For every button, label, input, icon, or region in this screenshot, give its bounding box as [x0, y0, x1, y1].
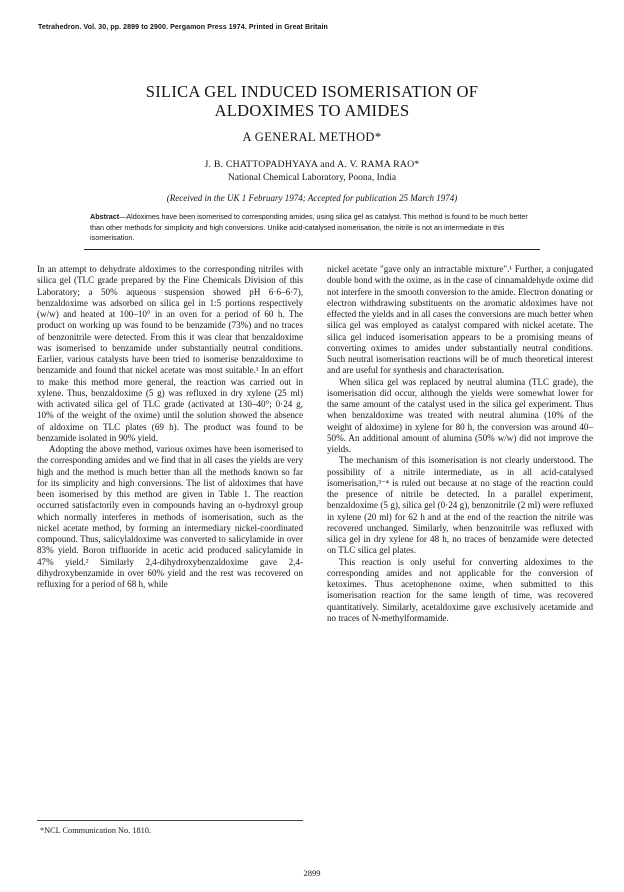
- footnote-divider: [37, 820, 303, 821]
- footnote: *NCL Communication No. 1810.: [40, 826, 152, 835]
- title-line-2: ALDOXIMES TO AMIDES: [214, 101, 410, 120]
- page-number: 2899: [303, 868, 321, 878]
- author-line: J. B. CHATTOPADHYAYA and A. V. RAMA RAO*: [204, 159, 420, 170]
- right-column: [327, 264, 593, 624]
- body-paragraph: When silica gel was replaced by neutral alumina (TLC grade), the isomerisation did occur, although the yields were somewhat lower for the same amount of the catalyst used in the silica gel experiment. Thus when benzaldoxime was treated with neutral alumina (10% of the weight of aldoxime) in xylene for 80 h, the conversion was around 40–50%. An additional amount of alumina (50% w/w) did not improve the yields.: [327, 376, 593, 454]
- abstract: [90, 212, 536, 244]
- article-subtitle: A GENERAL METHOD*: [242, 130, 382, 144]
- body-paragraph: In an attempt to dehydrate aldoximes to the corresponding nitriles with silica gel (TLC grade prepared by the Fine Chemicals Division of this Laboratory; a 50% aqueous suspension showed pH 6·6–6·7), benzaldoxime was adsorbed on silica gel in 1:5 portions respectively (w/w) and heated at 100–10° in an oven for a period of 60 h. The product on working up was found to be benzamide (73%) and no traces of benzonitrile were detected. From this it was clear that benzaldoxime was isomerised to benzamide under substantially neutral conditions. Earlier, various catalysts have been tried to isomerise benzaldoxime to benzamide and found that nickel acetate was most suitable.¹ In an effort to make this method more general, the reaction was carried out in xylene. Thus, benzaldoxime (5 g) was refluxed in dry xylene (25 ml) with activated silica gel of TLC grade (activated at 130–40°; 0·24 g, 10% of the weight of the oxime) until the solution showed the absence of aldoxime on TLC plates (69 h). The product was found to be benzamide isolated in 90% yield.: [37, 264, 303, 443]
- abstract-text: —Aldoximes have been isomerised to corresponding amides, using silica gel as catalyst. This method is found to be much better than other methods for simplicity and high conversions. Unlike acid-catalysed isomerisation, the nitrile is not an intermediate in this isomerisation.: [90, 212, 528, 242]
- article-title: [0, 82, 624, 120]
- left-column: [37, 264, 303, 590]
- title-line-1: SILICA GEL INDUCED ISOMERISATION OF: [145, 82, 479, 101]
- received-dates: (Received in the UK 1 February 1974; Accepted for publication 25 March 1974): [166, 193, 458, 203]
- body-paragraph: The mechanism of this isomerisation is not clearly understood. The possibility of a nitrile intermediate, as in all acid-catalysed isomerisation,³⁻⁴ is ruled out because at no stage of the reaction could the presence of nitrile be detected. In a parallel experiment, benzaldoxime (5 g), silica gel (0·24 g), benzonitrile (2 ml) were refluxed in xylene (20 ml) for 62 h and at the end of the reaction the nitrile was recovered unchanged. Similarly, when benzonitrile was refluxed with silica gel in dry xylene for 48 h, no traces of benzamide were detected on TLC silica gel plates.: [327, 455, 593, 556]
- running-head: Tetrahedron. Vol. 30, pp. 2899 to 2900. Pergamon Press 1974. Printed in Great Britain: [38, 24, 328, 31]
- abstract-divider: [84, 249, 540, 250]
- body-paragraph: This reaction is only useful for converting aldoximes to the corresponding amides and not applicable for the conversion of ketoximes. Thus acetophenone oxime, when submitted to this isomerisation reaction for the same length of time, was recovered quantitatively. Similarly, acetaldoxime gave exclusively acetamide and no traces of N-methylformamide.: [327, 556, 593, 623]
- body-paragraph: Adopting the above method, various oximes have been isomerised to the corresponding amides and we find that in all cases the yields are very high and the method is much better than all the methods known so far for its simplicity and high conversions. The list of aldoximes that have been isomerised by this method are given in Table 1. The reaction occurred satisfactorily even in compounds having an o-hydroxyl group which normally interferes in methods of isomerisation, such as the nickel acetate method, by forming an intermediary nickel-coordinated compound. Thus, salicylaldoxime was converted to salicylamide in over 83% yield. Boron trifluoride in acetic acid produced salicylamide in 47% yield.² Similarly 2,4-dihydroxybenzaldoxime gave 2,4-dihydroxybenzamide in over 60% yield and the rest was recovered on refluxing for a period of 68 h, while: [37, 444, 303, 589]
- affiliation: National Chemical Laboratory, Poona, India: [227, 173, 397, 183]
- body-paragraph: nickel acetate "gave only an intractable mixture".¹ Further, a conjugated double bond with the oxime, as in the case of cinnamaldehyde oxime did not interfere in the smooth conversion to the amide. Electron donating or electron withdrawing substituents on the aromatic aldoximes have not effected the yields and in all cases the conversions are much better when silica gel was employed as catalyst compared with nickel acetate. The silica gel induced isomerisation appears to be a promising means of converting oximes to amides under substantially neutral conditions. Such neutral isomerisation reactions will be of much theoretical interest and are useful for synthesis and characterisation.: [327, 264, 593, 376]
- abstract-label: Abstract: [90, 212, 120, 221]
